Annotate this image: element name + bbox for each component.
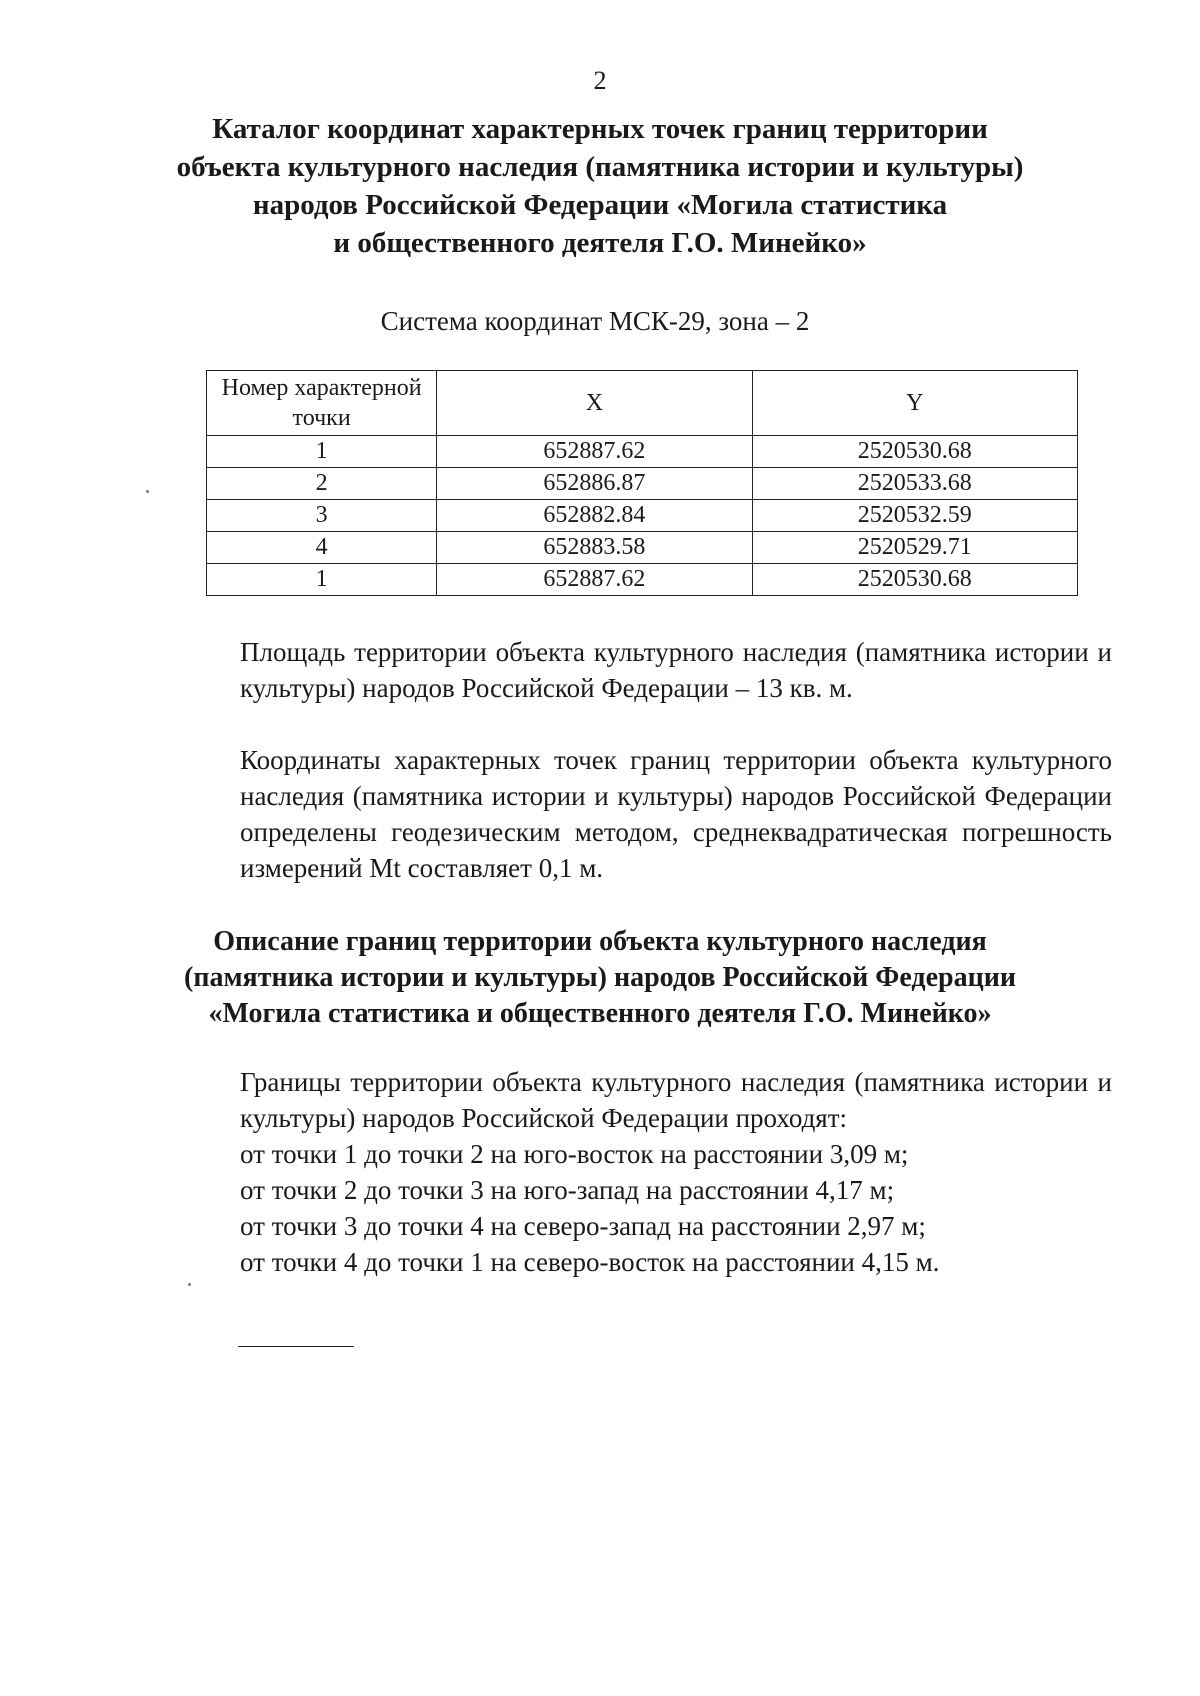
cell-x: 652887.62 [437, 436, 752, 468]
catalog-title-line: Каталог координат характерных точек границ территории [212, 113, 988, 145]
page-number: 2 [593, 66, 607, 95]
closing-rule [238, 1346, 354, 1347]
cell-x: 652882.84 [437, 500, 752, 532]
boundaries-paragraph [170, 1064, 1112, 1280]
description-title [130, 924, 1070, 1032]
catalog-title-line: народов Российской Федерации «Могила статистика [252, 189, 948, 221]
catalog-title-line: и общественного деятеля Г.О. Минейко» [333, 227, 867, 259]
boundary-segment: от точки 4 до точки 1 на северо-восток на расстоянии 4,15 м. [240, 1247, 940, 1277]
scan-speck [146, 490, 149, 493]
coordinates-table [206, 370, 1078, 596]
cell-point: 1 [207, 436, 437, 468]
description-title-line: «Могила статистика и общественного деятеля Г.О. Минейко» [208, 998, 992, 1029]
table-row [207, 564, 1078, 596]
table-header-row [207, 371, 1078, 436]
header-point-number [207, 371, 437, 436]
header-y: Y [752, 371, 1077, 436]
coords-accuracy-paragraph [170, 742, 1112, 886]
area-paragraph [170, 634, 1112, 706]
cell-y: 2520529.71 [752, 532, 1077, 564]
coordinate-system: Система координат МСК-29, зона – 2 [380, 306, 810, 336]
cell-point: 3 [207, 500, 437, 532]
cell-point: 4 [207, 532, 437, 564]
cell-y: 2520530.68 [752, 436, 1077, 468]
table-row [207, 500, 1078, 532]
cell-y: 2520533.68 [752, 468, 1077, 500]
table-row [207, 532, 1078, 564]
header-x: X [437, 371, 752, 436]
scan-speck [188, 1283, 191, 1286]
description-title-line: Описание границ территории объекта культурного наследия [213, 926, 987, 957]
catalog-title-line: объекта культурного наследия (памятника истории и культуры) [176, 151, 1024, 183]
cell-y: 2520530.68 [752, 564, 1077, 596]
cell-point: 1 [207, 564, 437, 596]
table-row [207, 436, 1078, 468]
cell-x: 652883.58 [437, 532, 752, 564]
boundary-segment: от точки 2 до точки 3 на юго-запад на расстоянии 4,17 м; [240, 1175, 895, 1205]
table-row [207, 468, 1078, 500]
boundary-segment: от точки 3 до точки 4 на северо-запад на расстоянии 2,97 м; [240, 1211, 926, 1241]
cell-point: 2 [207, 468, 437, 500]
header-point-line2: точки [292, 405, 351, 431]
cell-x: 652886.87 [437, 468, 752, 500]
cell-x: 652887.62 [437, 564, 752, 596]
cell-y: 2520532.59 [752, 500, 1077, 532]
header-point-line1: Номер характерной [221, 375, 422, 401]
boundaries-intro: Границы территории объекта культурного наследия (памятника истории и культуры) народов Российской Федерации проходят: [240, 1067, 1112, 1133]
boundary-segment: от точки 1 до точки 2 на юго-восток на расстоянии 3,09 м; [240, 1139, 909, 1169]
catalog-title [150, 110, 1050, 262]
area-text: Площадь территории объекта культурного наследия (памятника истории и культуры) народов Российской Федерации – 13 кв. м. [240, 637, 1112, 703]
description-title-line: (памятника истории и культуры) народов Российской Федерации [184, 962, 1016, 993]
coords-accuracy-text: Координаты характерных точек границ территории объекта культурного наследия (памятника истории и культуры) народов Российской Федерации определены геодезическим методом, среднеквадратическая погрешность измерений Mt составляет 0,1 м. [240, 745, 1112, 883]
